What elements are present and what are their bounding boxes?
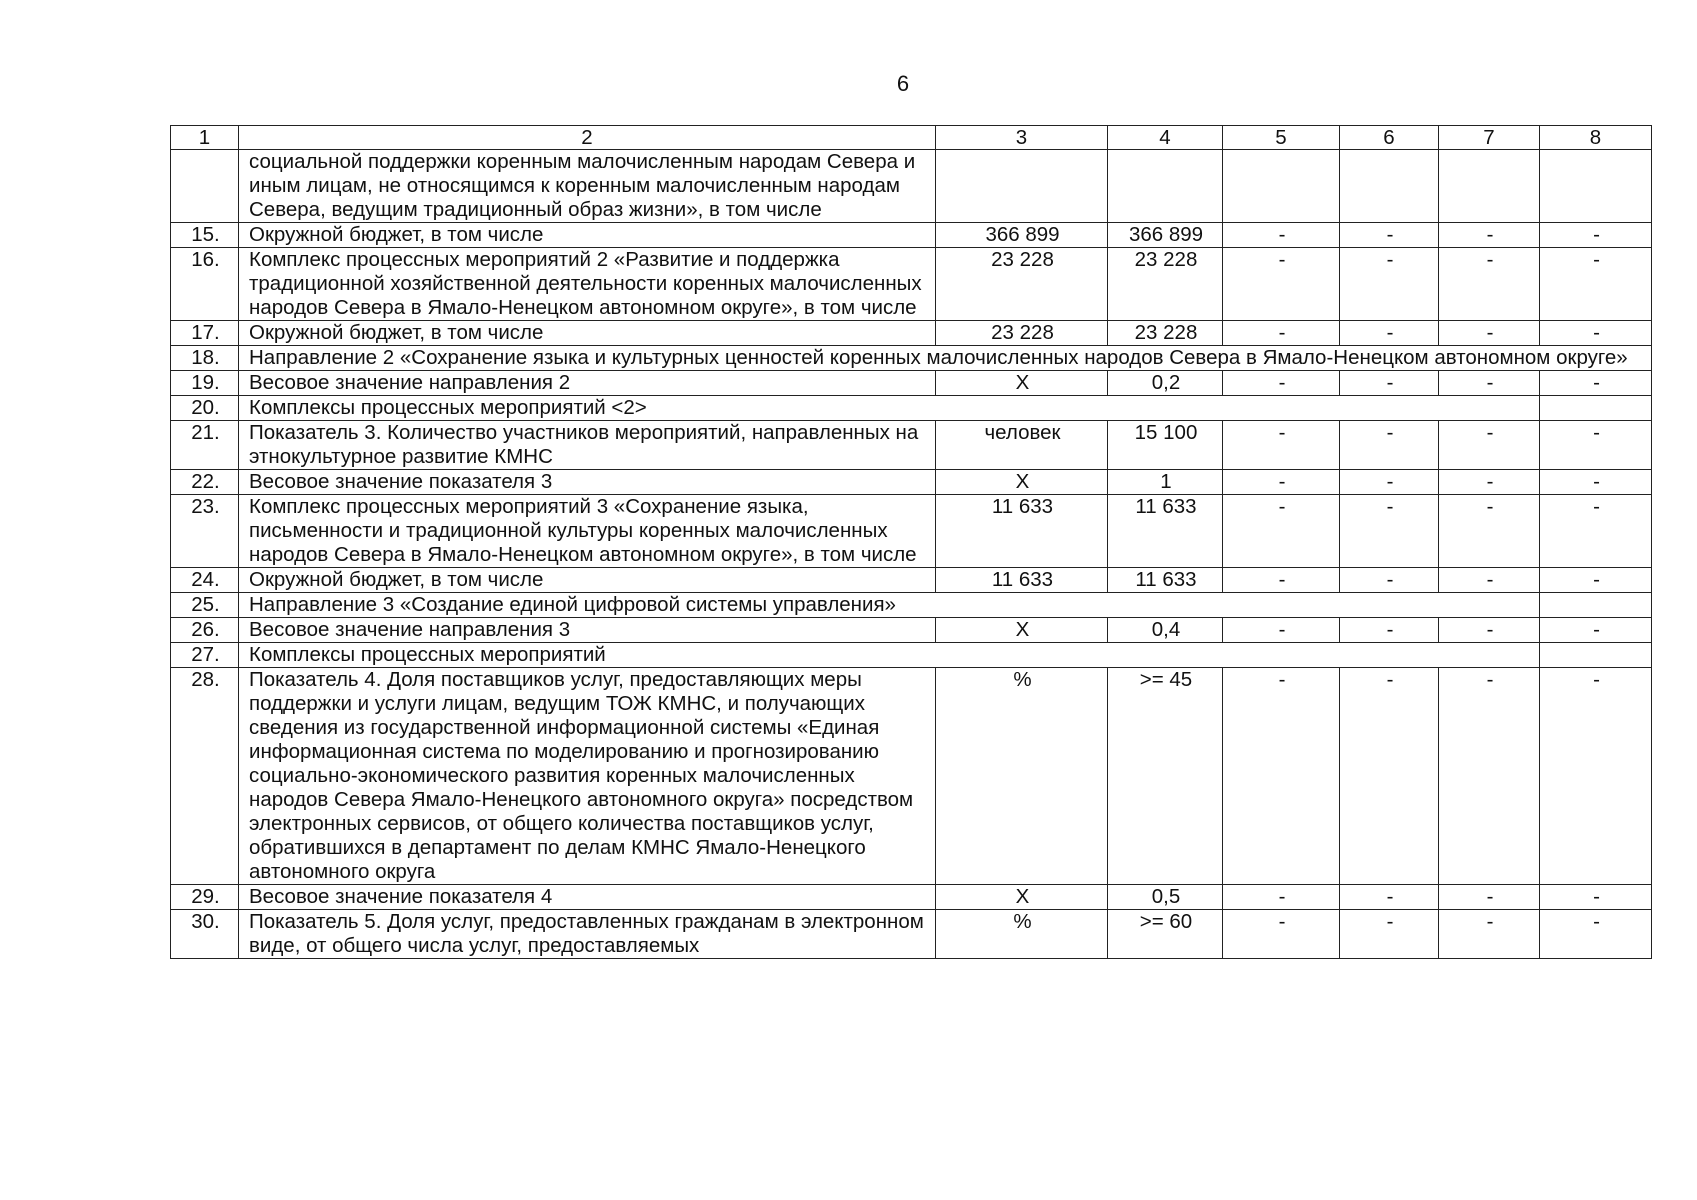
table-row	[171, 371, 1652, 396]
row-value-cell-7: -	[1439, 910, 1540, 959]
table-row	[171, 396, 1652, 421]
row-value-cell-8: -	[1540, 248, 1652, 321]
table-row	[171, 593, 1652, 618]
row-value-cell-4: 1	[1108, 470, 1223, 495]
table-row	[171, 346, 1652, 371]
row-value-cell-3: X	[936, 885, 1108, 910]
row-text-cell: Весовое значение показателя 4	[239, 885, 936, 910]
table-row	[171, 885, 1652, 910]
row-value-cell-8: -	[1540, 885, 1652, 910]
row-value-cell-6: -	[1340, 223, 1439, 248]
row-value-cell-4	[1108, 150, 1223, 223]
row-value-cell-4: >= 60	[1108, 910, 1223, 959]
table-row	[171, 150, 1652, 223]
row-value-cell-4: 0,4	[1108, 618, 1223, 643]
row-section-cell: Направление 3 «Создание единой цифровой системы управления»	[239, 593, 1540, 618]
row-value-cell-7: -	[1439, 885, 1540, 910]
row-value-cell-7: -	[1439, 668, 1540, 885]
row-number-cell: 30.	[171, 910, 239, 959]
page-number: 6	[896, 71, 910, 96]
table-row	[171, 618, 1652, 643]
row-value-cell-8: -	[1540, 668, 1652, 885]
row-value-cell-8: -	[1540, 495, 1652, 568]
row-value-cell-6: -	[1340, 910, 1439, 959]
row-value-cell-3: человек	[936, 421, 1108, 470]
row-value-cell-5: -	[1223, 321, 1340, 346]
row-value-cell-6	[1340, 150, 1439, 223]
table-row	[171, 495, 1652, 568]
header-cell: 8	[1540, 126, 1652, 150]
row-number-cell: 23.	[171, 495, 239, 568]
row-number-cell: 26.	[171, 618, 239, 643]
header-cell: 2	[239, 126, 936, 150]
row-text-cell: Показатель 5. Доля услуг, предоставленных гражданам в электронном виде, от общего числа услуг, предоставляемых	[239, 910, 936, 959]
row-value-cell-3: 11 633	[936, 495, 1108, 568]
row-value-cell-5: -	[1223, 568, 1340, 593]
table-row	[171, 910, 1652, 959]
row-text-cell: Окружной бюджет, в том числе	[239, 321, 936, 346]
row-value-cell-3: %	[936, 910, 1108, 959]
table-row	[171, 643, 1652, 668]
table-row	[171, 568, 1652, 593]
row-value-cell-3: 23 228	[936, 248, 1108, 321]
row-number-cell: 27.	[171, 643, 239, 668]
row-value-cell-4: 23 228	[1108, 321, 1223, 346]
row-value-cell-6: -	[1340, 885, 1439, 910]
row-value-cell-6: -	[1340, 321, 1439, 346]
row-value-cell-5	[1223, 150, 1340, 223]
row-value-cell-5: -	[1223, 470, 1340, 495]
header-cell: 5	[1223, 126, 1340, 150]
row-value-cell-6: -	[1340, 618, 1439, 643]
row-number-cell: 15.	[171, 223, 239, 248]
row-number-cell: 17.	[171, 321, 239, 346]
row-value-cell-4: 366 899	[1108, 223, 1223, 248]
row-section-cell: Комплексы процессных мероприятий <2>	[239, 396, 1540, 421]
row-value-cell-5: -	[1223, 885, 1340, 910]
row-text-cell: социальной поддержки коренным малочисленным народам Севера и иным лицам, не относящимся к коренным малочисленным народам Севера, ведущим традиционный образ жизни», в том числе	[239, 150, 936, 223]
row-value-cell-3: X	[936, 470, 1108, 495]
table-row	[171, 421, 1652, 470]
budget-table	[170, 125, 1652, 959]
row-value-cell-5: -	[1223, 421, 1340, 470]
row-value-cell-7: -	[1439, 321, 1540, 346]
row-number-cell: 20.	[171, 396, 239, 421]
row-value-cell-3	[936, 150, 1108, 223]
row-value-cell-3: 23 228	[936, 321, 1108, 346]
row-value-cell-7: -	[1439, 568, 1540, 593]
row-value-cell-7: -	[1439, 371, 1540, 396]
row-number-cell	[171, 150, 239, 223]
row-value-cell-7: -	[1439, 618, 1540, 643]
header-cell: 3	[936, 126, 1108, 150]
row-text-cell: Весовое значение направления 2	[239, 371, 936, 396]
row-value-cell-8: -	[1540, 470, 1652, 495]
row-value-cell-6: -	[1340, 421, 1439, 470]
row-value-cell-8: -	[1540, 618, 1652, 643]
row-value-cell-6: -	[1340, 248, 1439, 321]
table-row	[171, 248, 1652, 321]
table-body	[171, 150, 1652, 959]
row-value-cell-5: -	[1223, 668, 1340, 885]
row-text-cell: Показатель 3. Количество участников мероприятий, направленных на этнокультурное развитие КМНС	[239, 421, 936, 470]
row-value-cell-8: -	[1540, 223, 1652, 248]
row-value-cell-6: -	[1340, 495, 1439, 568]
row-number-cell: 21.	[171, 421, 239, 470]
row-value-cell-8	[1540, 396, 1652, 421]
row-text-cell: Весовое значение направления 3	[239, 618, 936, 643]
row-value-cell-7: -	[1439, 248, 1540, 321]
row-value-cell-4: 0,2	[1108, 371, 1223, 396]
row-value-cell-7: -	[1439, 223, 1540, 248]
row-value-cell-7: -	[1439, 495, 1540, 568]
table-row	[171, 668, 1652, 885]
row-value-cell-7	[1439, 150, 1540, 223]
row-text-cell: Комплекс процессных мероприятий 3 «Сохранение языка, письменности и традиционной культуры коренных малочисленных народов Севера в Ямало-Ненецком автономном округе», в том числе	[239, 495, 936, 568]
header-cell: 6	[1340, 126, 1439, 150]
row-value-cell-5: -	[1223, 910, 1340, 959]
table-row	[171, 470, 1652, 495]
row-value-cell-4: >= 45	[1108, 668, 1223, 885]
header-cell: 7	[1439, 126, 1540, 150]
row-value-cell-3: X	[936, 618, 1108, 643]
row-value-cell-4: 0,5	[1108, 885, 1223, 910]
row-value-cell-8: -	[1540, 910, 1652, 959]
row-number-cell: 28.	[171, 668, 239, 885]
header-cell: 4	[1108, 126, 1223, 150]
row-text-cell: Окружной бюджет, в том числе	[239, 568, 936, 593]
row-value-cell-4: 15 100	[1108, 421, 1223, 470]
row-value-cell-6: -	[1340, 470, 1439, 495]
row-value-cell-6: -	[1340, 371, 1439, 396]
row-text-cell: Весовое значение показателя 3	[239, 470, 936, 495]
row-value-cell-8: -	[1540, 568, 1652, 593]
row-text-cell: Окружной бюджет, в том числе	[239, 223, 936, 248]
row-value-cell-8	[1540, 643, 1652, 668]
row-number-cell: 24.	[171, 568, 239, 593]
row-value-cell-3: %	[936, 668, 1108, 885]
row-value-cell-4: 23 228	[1108, 248, 1223, 321]
row-value-cell-8: -	[1540, 371, 1652, 396]
row-value-cell-5: -	[1223, 223, 1340, 248]
row-value-cell-7: -	[1439, 421, 1540, 470]
row-value-cell-8: -	[1540, 421, 1652, 470]
row-value-cell-3: 366 899	[936, 223, 1108, 248]
row-value-cell-8: -	[1540, 321, 1652, 346]
row-text-cell: Комплекс процессных мероприятий 2 «Развитие и поддержка традиционной хозяйственной деятельности коренных малочисленных народов Севера в Ямало-Ненецком автономном округе», в том числе	[239, 248, 936, 321]
header-cell: 1	[171, 126, 239, 150]
row-section-cell: Комплексы процессных мероприятий	[239, 643, 1540, 668]
row-value-cell-7: -	[1439, 470, 1540, 495]
row-number-cell: 25.	[171, 593, 239, 618]
row-number-cell: 19.	[171, 371, 239, 396]
row-value-cell-3: X	[936, 371, 1108, 396]
table-row	[171, 223, 1652, 248]
row-section-cell: Направление 2 «Сохранение языка и культурных ценностей коренных малочисленных народов Севера в Ямало-Ненецком автономном округе»	[239, 346, 1652, 371]
row-value-cell-4: 11 633	[1108, 568, 1223, 593]
row-value-cell-5: -	[1223, 495, 1340, 568]
row-value-cell-3: 11 633	[936, 568, 1108, 593]
row-text-cell: Показатель 4. Доля поставщиков услуг, предоставляющих меры поддержки и услуги лицам, ведущим ТОЖ КМНС, и получающих сведения из государственной информационной системы «Единая информационная система по моделированию и прогнозированию социально-экономического развития коренных малочисленных народов Севера Ямало-Ненецкого автономного округа» посредством электронных сервисов, от общего количества поставщиков услуг, обратившихся в департамент по делам КМНС Ямало-Ненецкого автономного округа	[239, 668, 936, 885]
row-number-cell: 18.	[171, 346, 239, 371]
table-header-row	[171, 126, 1652, 150]
row-value-cell-6: -	[1340, 668, 1439, 885]
row-value-cell-8	[1540, 593, 1652, 618]
row-value-cell-5: -	[1223, 371, 1340, 396]
row-value-cell-6: -	[1340, 568, 1439, 593]
row-value-cell-8	[1540, 150, 1652, 223]
row-number-cell: 16.	[171, 248, 239, 321]
row-value-cell-4: 11 633	[1108, 495, 1223, 568]
row-value-cell-5: -	[1223, 618, 1340, 643]
table-row	[171, 321, 1652, 346]
row-number-cell: 22.	[171, 470, 239, 495]
row-value-cell-5: -	[1223, 248, 1340, 321]
row-number-cell: 29.	[171, 885, 239, 910]
